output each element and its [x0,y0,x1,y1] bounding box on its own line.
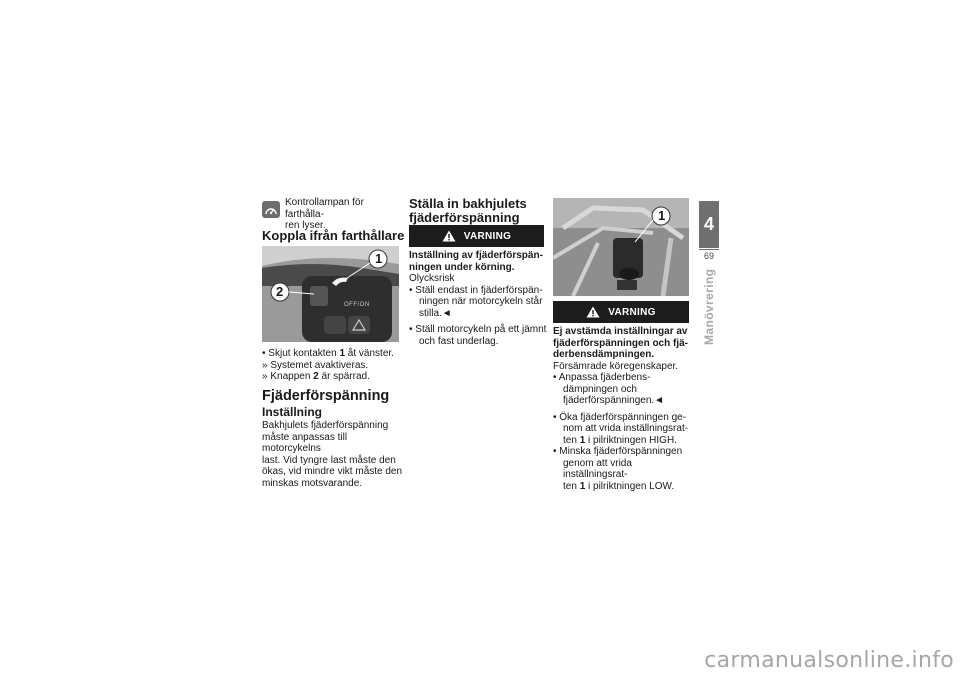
warning-title-line: derbensdämpningen. [553,349,655,360]
heading-line: fjäderförspänning [409,210,520,225]
warning-banner [409,225,544,247]
section-title-spring-preload: Fjäderförspänning [262,388,390,404]
bullet-line: • Ställ endast in fjäderförspän- [409,284,543,296]
bullet-line: • Ställ motorcykeln på ett jämnt [409,324,547,335]
heading-line: Ställa in bakhjulets [409,196,527,211]
rear-shock-photo [553,198,689,296]
chapter-number: 4 [703,214,714,234]
bullet-line: stilla.◄ [419,307,452,319]
warning-banner [553,301,689,323]
tab-divider [699,249,719,250]
bullet-line: ten 1 i pilriktningen HIGH. [563,434,677,446]
bullet-line: nom att vrida inställningsrat- [563,423,689,434]
bullet-line: • Öka fjäderförspänningen ge- [553,411,687,423]
bullet-line: fjäderförspänningen.◄ [563,395,665,406]
steps-list [262,348,402,383]
paragraph-line: last. Vid tyngre last måste den [262,454,396,466]
switch-label: OFF/ON [344,302,370,308]
bullet-line: och fast underlag. [419,335,499,347]
handlebar-switch-photo [262,246,399,342]
warning-label: VARNING [463,230,512,242]
callout-1: 1 [658,208,666,223]
cruise-control-lamp-icon [262,201,280,218]
bullet-line: • Anpassa fjäderbens- [553,372,651,383]
setting-paragraph [262,420,407,489]
paragraph-line: minskas motsvarande. [262,477,363,489]
chapter-tab [699,201,719,248]
warning-content [409,250,549,347]
page-number: 69 [703,251,714,261]
lamp-text-line: Kontrollampan för farthålla- [285,197,364,220]
watermark: carmanualsonline.info [704,648,954,673]
step-item: » Knappen 2 är spärrad. [262,371,370,382]
step-item: • Skjut kontakten 1 åt vänster. [262,348,394,359]
heading-disengage-cruise: Koppla ifrån farthållare [262,228,405,243]
warning-title-line: ningen under körning. [409,261,515,273]
bullet-line: • Minska fjäderförspänningen [553,446,683,457]
warning-title-line: fjäderförspänningen och fjä- [553,337,689,349]
risk-text: Försämrade köregenskaper. [553,360,679,372]
callout-1: 1 [375,251,383,266]
subheading-setting: Inställning [262,405,322,419]
callout-2: 2 [276,284,284,299]
bullet-line: genom att vrida inställningsrat- [563,457,632,480]
section-side-label: Manövrering [702,268,716,345]
warning-title-line: Ej avstämda inställningar av [553,326,688,337]
step-item: » Systemet avaktiveras. [262,359,369,371]
paragraph-line: ökas, vid mindre vikt måste den [262,466,403,477]
paragraph-line: Bakhjulets fjäderförspänning [262,420,389,431]
warning-triangle-icon [586,306,600,318]
warning-title-line: Inställning av fjäderförspän- [409,250,543,261]
bullet-line: dämpningen och [563,383,637,395]
warning-content [553,326,693,492]
warning-triangle-icon [442,230,456,242]
lamp-description [285,197,405,232]
bullet-line: ningen när motorcykeln står [419,296,543,307]
lamp-text-line: ren lyser. [285,220,326,231]
bullet-line: ten 1 i pilriktningen LOW. [563,480,675,492]
warning-label: VARNING [608,306,656,318]
heading-adjust-preload [409,197,549,225]
paragraph-line: måste anpassas till motorcykelns [262,431,348,454]
risk-text: Olycksrisk [409,273,455,284]
